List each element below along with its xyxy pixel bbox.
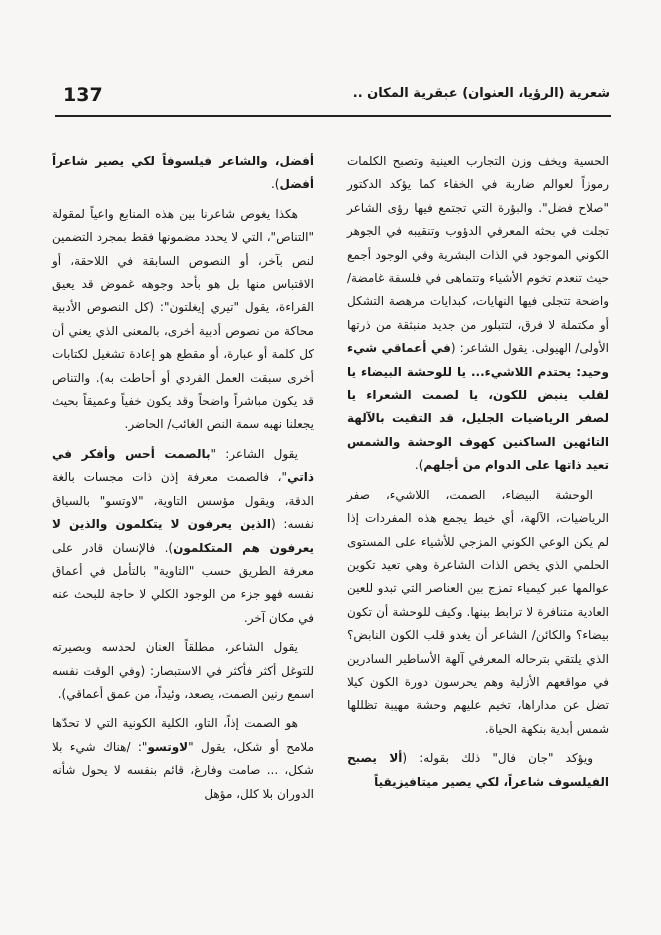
bold-quote: في أعماقي شيء وحيد: يحتدم اللاشيء... يا للوحشة البيضاء يا لقلب ينبض للكون، يا لصمت الشعراء يا لصفر الرياضيات الجليل، قد التقيت بالآلهة التائهين الساكنين كهوف الوحشة والشمس تعيد ذاتها على الدوام من أجلهم xyxy=(347,341,609,473)
page-header xyxy=(55,82,610,116)
paragraph: الوحشة البيضاء، الصمت، اللاشيء، صفر الرياضيات، الآلهة، أي خيط يجمع هذه المفردات إذا لم يكن الوعي الكوني المزجي للأشياء على المستوى الحلمي الذي يخص الذات الشاعرة وهي تعيد تكوين عوالمها عبر كيمياء تمزج بين العناصر التي تبدو للعين العادية متنافرة لا ترابط بينها. وكيف للوحشة أن تكون بيضاء؟ والكائن/ الشاعر أن يغدو قلب الكون النابض؟ الذي يلتقي بترحاله المعرفي آلهة الأساطير السادرين في مواقعهم الأزلية وهم يحرسون دورة الكون كيلا تضل عن مداراها، تخيم عليهم وحشة مهيبة تظللها شمس أبدية بنكهة الحياة. xyxy=(347,487,609,736)
bold-name: لاوتسو xyxy=(147,739,189,754)
bold-quote: الذين يعرفون لا يتكلمون والذين لا يعرفون هم المتكلمون xyxy=(52,517,315,555)
left-column xyxy=(52,150,314,806)
paragraph: يقول الشاعر: "بالصمت أحس وأفكر في ذاتي"، فالصمت معرفة إذن ذات مجسات بالغة الدقة، ويقول مؤسس التاوية، "لاوتسو" بالسياق نفسه: (الذين يعرفون لا يتكلمون والذين لا يعرفون هم المتكلمون). فالإنسان قادر على معرفة الطريق حسب "التاوية" بالتأمل في أعماق نفسه فهو جزء من الوجود الكلي لا حاجة للبحث عنه في مكان آخر. xyxy=(52,446,315,625)
paragraph: ويؤكد "جان فال" ذلك بقوله: (ألا يصبح الفيلسوف شاعراً، لكي يصير ميتافيزيقياً xyxy=(347,751,609,789)
paragraph: يقول الشاعر، مطلقاً العنان لحدسه وبصيرته للتوغل أكثر فأكثر في الاستبصار: (وفي الوقت نفسه اسمع رنين الصمت، يصعد، وئيداً، من عمق أعماقي). xyxy=(52,640,314,701)
paragraph: الحسية ويخف وزن التجارب العينية وتصبح الكلمات رموزاً لعوالم ضاربة في الخفاء كما يؤكد الدكتور "صلاح فضل". والبؤرة التي تجتمع فيها رؤى الشاعر تجلت في بحثه المعرفي الدؤوب وتنقيبه في الجوهر الكوني الموجود في الذات البشرية وفي الوجود أجمع حيث تنعدم تخوم الأشياء وتتماهى في فلسفة غامضة/ واضحة تتجلى فيها النهايات، كبدايات مرهصة التشكل أو مكتملة لا فرق، لتتبلور من جديد منبثقة من ذرتها الأولى/ الهيولى. يقول الشاعر: (في أعماقي شيء وحيد: يحتدم اللاشيء... يا للوحشة البيضاء يا لقلب ينبض للكون، يا لصمت الشعراء يا لصفر الرياضيات الجليل، قد التقيت بالآلهة التائهين الساكنين كهوف الوحشة والشمس تعيد ذاتها على الدوام من أجلهم). xyxy=(347,154,609,473)
right-column xyxy=(347,150,609,794)
running-title: شعرية (الرؤيا، العنوان) عبقرية المكان .. xyxy=(352,86,610,101)
bold-quote: أفضل، والشاعر فيلسوفاً لكي يصير شاعراً أفضل xyxy=(52,154,314,192)
header-rule xyxy=(55,115,611,117)
bold-quote: بالصمت أحس وأفكر في ذاتي xyxy=(52,446,314,485)
paragraph: أفضل، والشاعر فيلسوفاً لكي يصير شاعراً أفضل). xyxy=(52,154,314,192)
bold-quote: ألا يصبح الفيلسوف شاعراً، لكي يصير ميتافيزيقياً xyxy=(347,751,609,789)
page-number: 137 xyxy=(63,84,103,106)
paragraph: هو الصمت إذاً، التاو، الكلية الكونية التي لا تحدّها ملامح أو شكل، يقول "لاوتسو": /هناك شيء بلا شكل، ... صامت وفارغ، قائم بنفسه لا يحول شأنه الدوران بلا كلل، مؤهل xyxy=(52,716,315,801)
paragraph: هكذا يغوص شاعرنا بين هذه المنابع واعياً لمقولة "التناص"، التي لا يحدد مضمونها فقط بمجرد التضمين لنص بآخر، أو النصوص السابقة في اللاحقة، أو الاقتباس منها بل هو بأحد وجوهه غموض قد يعيق القراءة، يقول "تيري إيغلتون": (كل النصوص الأدبية محاكة من نصوص أدبية أخرى، بالمعنى الذي يعني أن كل كلمة أو عبارة، أو مقطع هو إعادة تشغيل لكتابات أخرى سبقت العمل الفردي أو أحاطت به). والتناص قد يكون مباشراً واضحاً وقد يكون خفياً وعميقاً بحيث يجعلنا نهبه سمة النص الغائب/ الحاضر. xyxy=(52,206,314,432)
